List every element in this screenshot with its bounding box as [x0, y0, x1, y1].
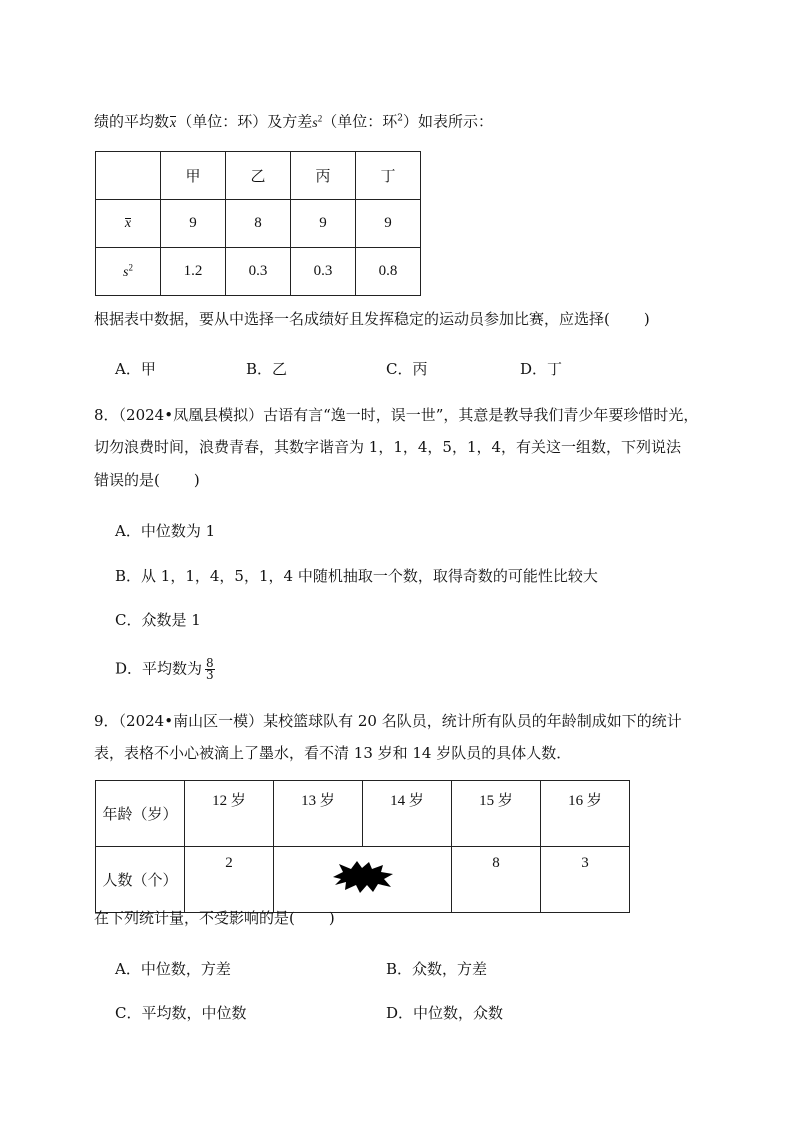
q8-option-c[interactable]: C．众数是 1 [115, 611, 201, 629]
table-header-cell: 12 岁 [185, 781, 274, 847]
q7-question: 根据表中数据，要从中选择一名成绩好且发挥稳定的运动员参加比赛，应选择( ) [94, 310, 650, 328]
intro-line [94, 108, 493, 134]
q8-option-a[interactable]: A．中位数为 1 [115, 522, 216, 540]
table-header-row [96, 152, 421, 200]
q7-option-d[interactable]: D．丁 [520, 360, 563, 378]
table-header-row [96, 781, 630, 847]
table-cell: 0.3 [291, 248, 356, 296]
q9-option-b[interactable]: B．众数，方差 [386, 960, 488, 978]
age-table [95, 780, 630, 913]
row-label-mean: x [96, 200, 161, 248]
table-cell: 0.3 [226, 248, 291, 296]
q8-option-b[interactable]: B．从 1，1，4，5，1，4 中随机抽取一个数，取得奇数的可能性比较大 [115, 567, 598, 585]
q7-option-a[interactable]: A．甲 [115, 360, 156, 378]
table-cell: 8 [452, 847, 541, 913]
q9-line-2: 表，表格不小心被滴上了墨水，看不清 13 岁和 14 岁队员的具体人数． [94, 744, 572, 762]
q9-option-d[interactable]: D．中位数，众数 [386, 1004, 504, 1022]
row-label-variance: $s^2$ [96, 248, 161, 296]
table-row [96, 847, 630, 913]
table-cell: 0.8 [356, 248, 421, 296]
q8-line-2: 切勿浪费时间，浪费青春，其数字谐音为 1，1，4，5，1，4，有关这一组数，下列说法 [94, 438, 682, 456]
q8-option-d[interactable]: D．平均数为 $\frac{8}{3}$ [115, 656, 214, 682]
q9-line-1: 9．（2024•南山区一模）某校篮球队有 20 名队员，统计所有队员的年龄制成如下的统计 [94, 712, 682, 730]
table-row [96, 200, 421, 248]
q8-line-1: 8．（2024•凤凰县模拟）古语有言“逸一时，误一世”，其意是教导我们青少年要珍惜时光， [94, 406, 699, 424]
table-header-cell: 年龄（岁） [96, 781, 185, 847]
table-cell: 9 [291, 200, 356, 248]
q8-line-3: 错误的是( ) [94, 471, 200, 489]
table-cell: 9 [356, 200, 421, 248]
table-header-cell: 16 岁 [541, 781, 630, 847]
q7-option-c[interactable]: C．丙 [386, 360, 428, 378]
intro-text-1: 绩的平均数 [94, 112, 170, 131]
ink-blot-cell [274, 847, 452, 913]
intro-text-4: ）如表所示： [402, 112, 493, 131]
table-header-cell: 丙 [291, 152, 356, 200]
table-header-cell: 14 岁 [363, 781, 452, 847]
table-header-cell: 15 岁 [452, 781, 541, 847]
table-cell [96, 152, 161, 200]
intro-text-2: （单位：环）及方差 [177, 112, 313, 131]
unit-square: 2 [397, 113, 403, 124]
table-header-cell: 13 岁 [274, 781, 363, 847]
table-header-cell: 甲 [161, 152, 226, 200]
score-table [95, 151, 421, 296]
table-cell: 8 [226, 200, 291, 248]
intro-text-3: （单位：环 [322, 112, 398, 131]
fraction: $\frac{8}{3}$ [206, 656, 214, 682]
mean-symbol: x [169, 114, 177, 134]
q9-question: 在下列统计量，不受影响的是( ) [94, 909, 335, 927]
variance-symbol: $s^2$ [312, 113, 323, 131]
table-cell: 9 [161, 200, 226, 248]
q7-option-b[interactable]: B．乙 [246, 360, 288, 378]
q9-option-c[interactable]: C．平均数，中位数 [115, 1004, 247, 1022]
table-cell: 1.2 [161, 248, 226, 296]
table-cell: 2 [185, 847, 274, 913]
row-label-count: 人数（个） [96, 847, 185, 913]
table-header-cell: 乙 [226, 152, 291, 200]
ink-blot-icon [331, 860, 395, 894]
table-cell: 3 [541, 847, 630, 913]
table-header-cell: 丁 [356, 152, 421, 200]
table-row [96, 248, 421, 296]
q9-option-a[interactable]: A．中位数，方差 [115, 960, 231, 978]
